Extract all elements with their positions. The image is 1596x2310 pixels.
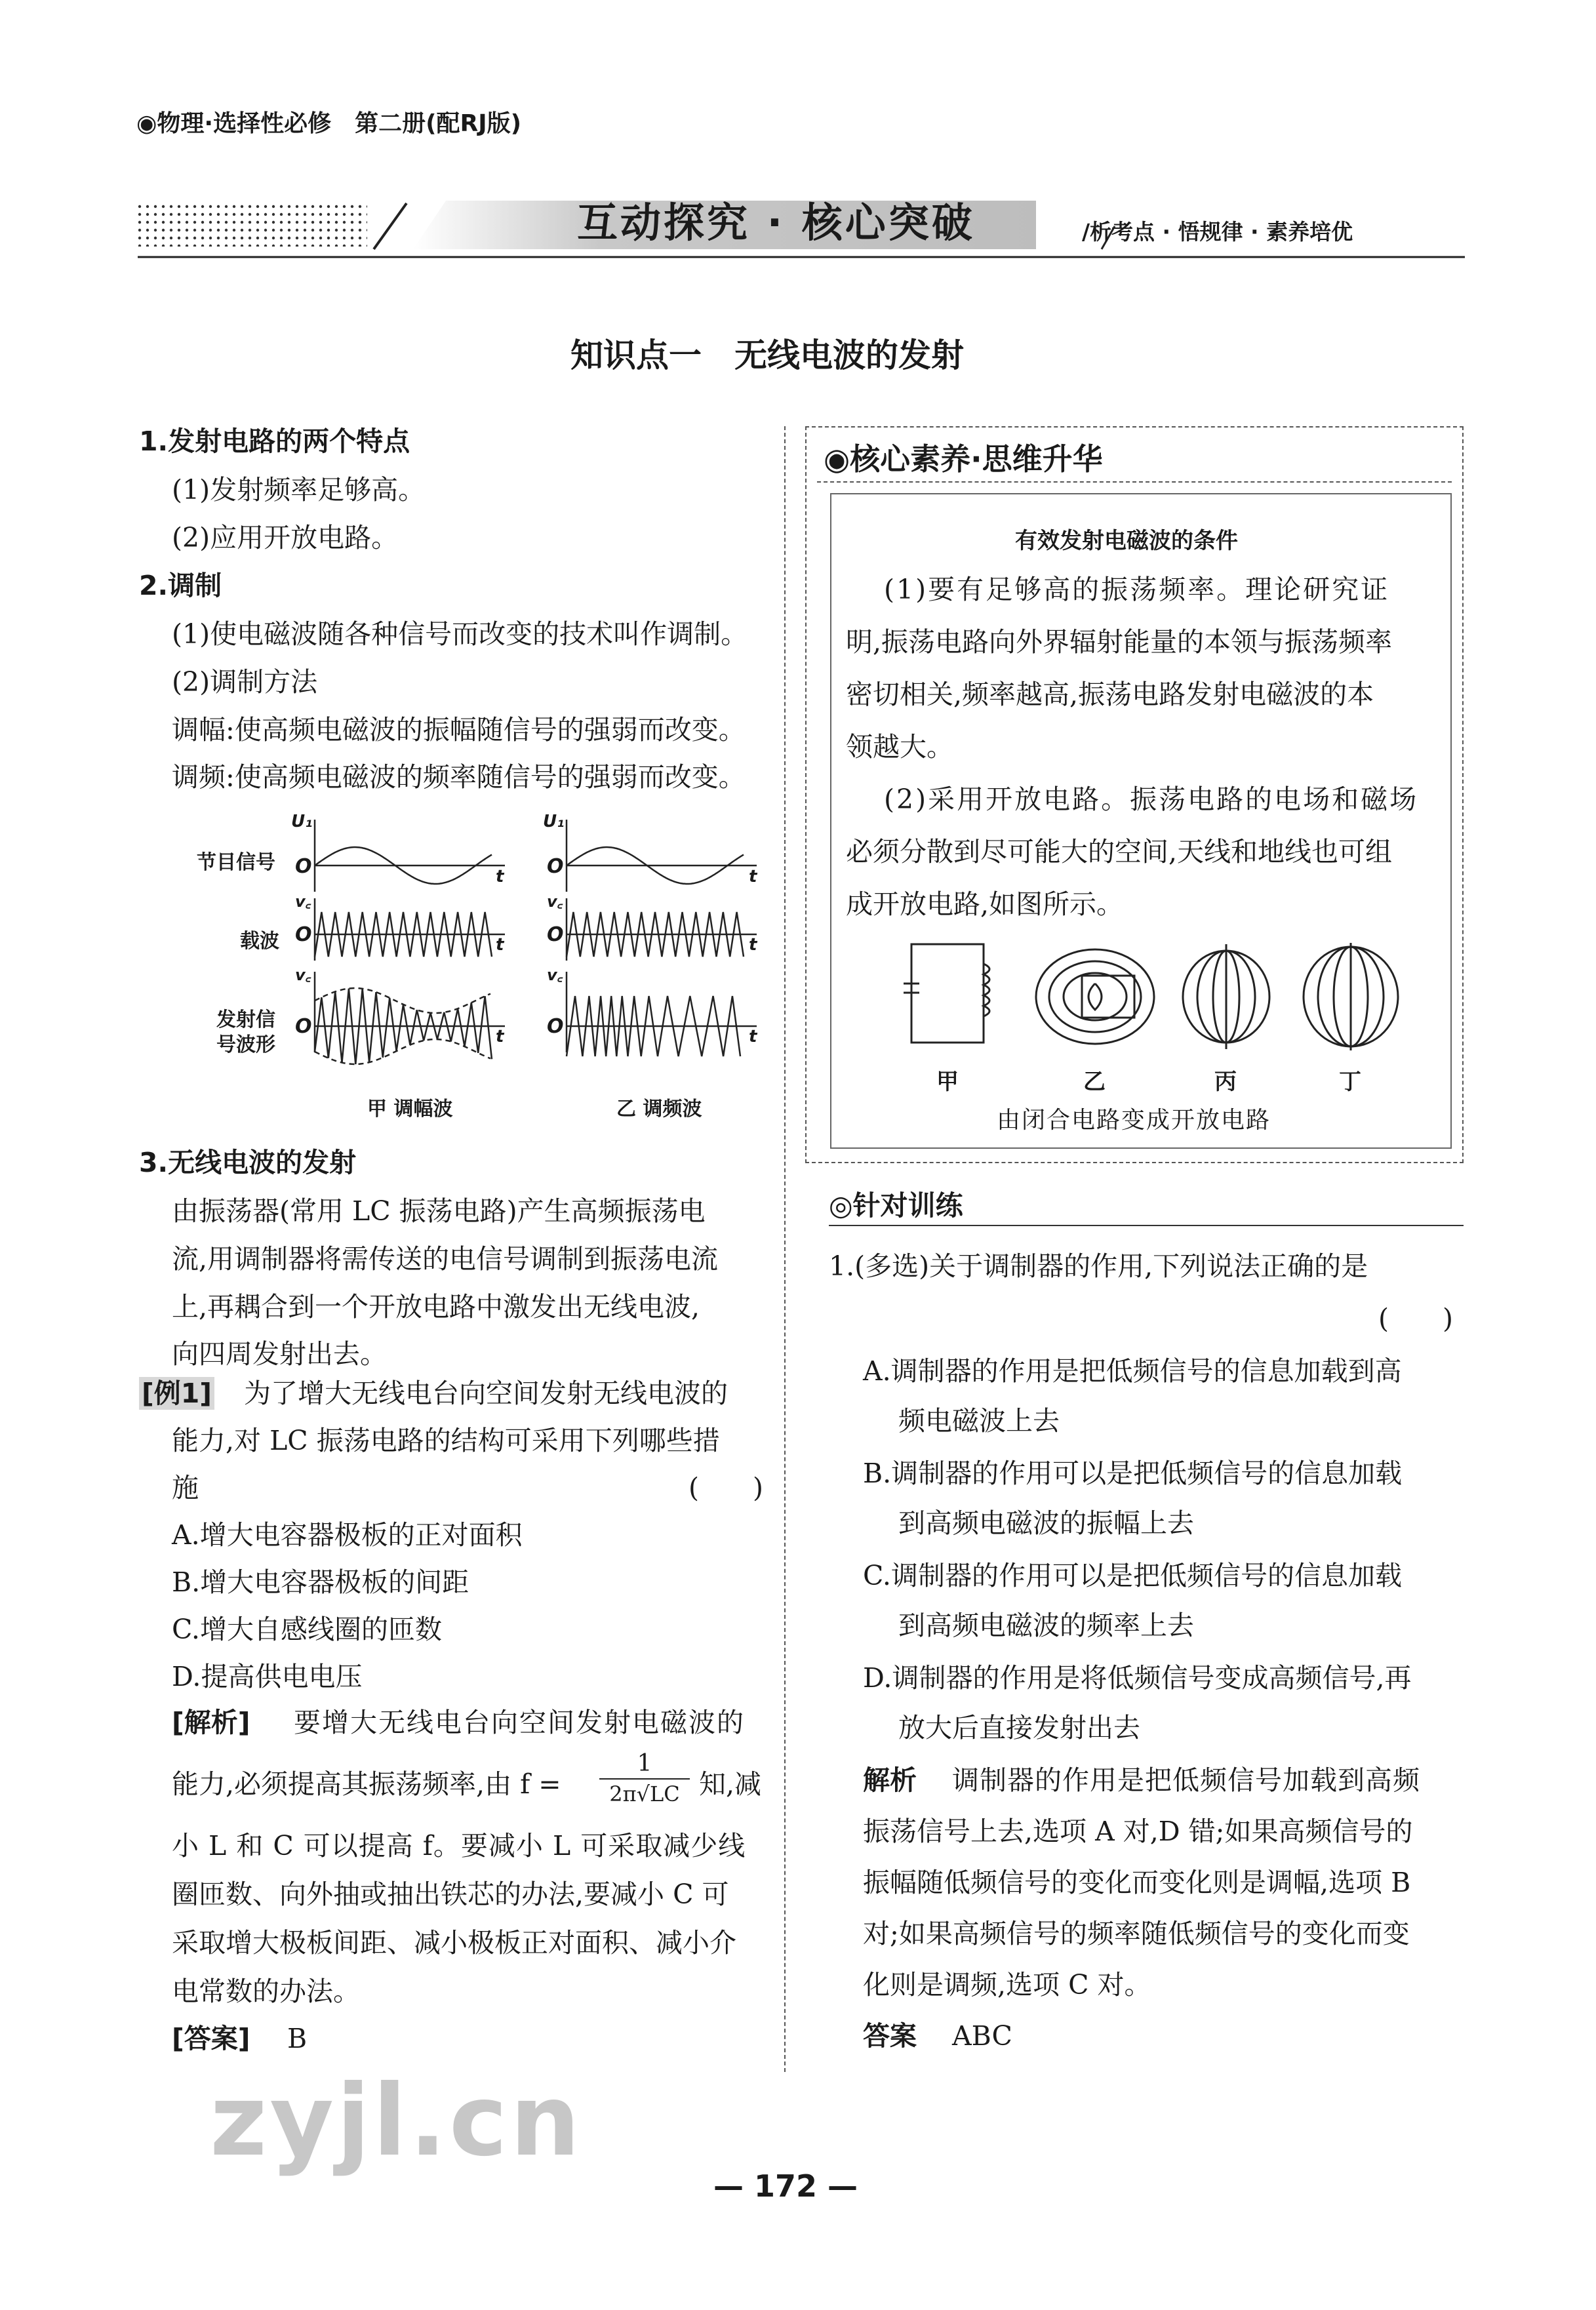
training-title: ◎针对训练: [829, 1189, 963, 1222]
option-b: B.增大电容器极板的间距: [172, 1566, 469, 1598]
axis-vc: v꜀: [295, 892, 311, 911]
left-line: 流,用调制器将需传送的电信号调制到振荡电流: [172, 1243, 719, 1275]
option-a: A.增大电容器极板的正对面积: [172, 1519, 523, 1551]
box-line: 密切相关,频率越高,振荡电路发射电磁波的本: [846, 679, 1374, 710]
analysis-line: 小 L 和 C 可以提高 f。要减小 L 可采取减少线: [172, 1830, 746, 1862]
jx-line: 调制器的作用是把低频信号加载到高频: [952, 1764, 1420, 1796]
question-blank: ( ): [1378, 1303, 1453, 1334]
watermark: zyjl.cn: [210, 2064, 583, 2178]
example-line: 为了增大无线电台向空间发射无线电波的: [244, 1378, 728, 1409]
core-literacy-header: [817, 435, 1452, 483]
axis-o: O: [295, 1015, 312, 1038]
banner-tags: /析考点 · 悟规律 · 素养培优: [1082, 219, 1353, 245]
label-carrier: 载波: [240, 930, 279, 953]
core-literacy-title: ◉核心素养·思维升华: [824, 441, 1103, 477]
fig-caption: 由闭合电路变成开放电路: [997, 1107, 1271, 1134]
box-line: 成开放电路,如图所示。: [846, 888, 1124, 920]
q-option-a: A.调制器的作用是把低频信号的信息加载到高: [863, 1355, 1402, 1387]
banner-title: 互动探究 · 核心突破: [577, 199, 975, 247]
analysis-line: 圈匝数、向外抽或抽出铁芯的办法,要减小 C 可: [172, 1879, 729, 1910]
q-option-d: 放大后直接发射出去: [898, 1712, 1140, 1743]
box-line: 必须分散到尽可能大的空间,天线和地线也可组: [846, 836, 1393, 867]
box-subtitle: 有效发射电磁波的条件: [1015, 528, 1238, 554]
answer-blank: ( ): [688, 1472, 763, 1503]
left-line: 调幅:使高频电磁波的振幅随信号的强弱而改变。: [172, 714, 746, 746]
left-line: 上,再耦合到一个开放电路中激发出无线电波,: [172, 1291, 700, 1323]
label-program-signal: 节目信号: [197, 851, 275, 874]
example-line: 能力,对 LC 振荡电路的结构可采用下列哪些措: [172, 1425, 720, 1456]
answer-tag: [答案]: [172, 2023, 250, 2054]
left-line: (1)使电磁波随各种信号而改变的技术叫作调制。: [172, 618, 748, 650]
left-line: (2)调制方法: [172, 666, 318, 698]
formula-numerator: 1: [637, 1750, 652, 1777]
axis-t: t: [496, 867, 504, 886]
axis-u1: U₁: [291, 812, 313, 831]
axis-o: O: [295, 923, 312, 946]
caption-am: 甲 调幅波: [367, 1098, 453, 1121]
formula-denominator: 2π√LC: [609, 1782, 680, 1806]
analysis-line: 采取增大极板间距、减小极板正对面积、减小介: [172, 1927, 736, 1959]
option-d: D.提高供电电压: [172, 1661, 363, 1692]
example-tag: [例1]: [139, 1377, 214, 1410]
axis-row1: [315, 820, 505, 892]
axis-o: O: [547, 1015, 564, 1038]
jx-line: 化则是调频,选项 C 对。: [863, 1969, 1151, 2001]
axis-t: t: [749, 935, 757, 955]
q-option-b: 到高频电磁波的振幅上去: [898, 1507, 1194, 1539]
axis-o: O: [547, 855, 564, 878]
jx-tag: 解析: [863, 1764, 917, 1796]
axis-vc: v꜀: [295, 966, 311, 984]
left-heading-1: 1.发射电路的两个特点: [139, 426, 410, 457]
label-transmit-1: 发射信: [216, 1008, 275, 1031]
left-heading-2: 2.调制: [139, 570, 222, 601]
banner: [138, 197, 1465, 261]
fig-label-ding: 丁: [1339, 1069, 1361, 1095]
caption-fm: 乙 调频波: [616, 1098, 702, 1121]
analysis-line: 电常数的办法。: [172, 1976, 360, 2007]
da-tag: 答案: [863, 2020, 917, 2052]
fig-label-jia: 甲: [936, 1069, 959, 1095]
axis-o: O: [295, 855, 312, 878]
analysis-line: 知,减: [699, 1768, 762, 1800]
analysis-line: 要增大无线电台向空间发射电磁波的: [294, 1707, 745, 1738]
jx-line: 对;如果高频信号的频率随低频信号的变化而变: [863, 1918, 1410, 1949]
label-transmit-2: 号波形: [216, 1033, 275, 1056]
modulation-figure: [197, 800, 774, 1128]
axis-row1: [567, 820, 757, 892]
axis-u1: U₁: [543, 812, 565, 831]
question-1: 1.(多选)关于调制器的作用,下列说法正确的是: [829, 1250, 1368, 1282]
box-line: (2)采用开放电路。振荡电路的电场和磁场: [884, 784, 1419, 815]
left-line: (2)应用开放电路。: [172, 522, 399, 553]
axis-t: t: [496, 1027, 504, 1046]
q-option-b: B.调制器的作用可以是把低频信号的信息加载: [863, 1458, 1403, 1489]
example-line: 施: [172, 1472, 199, 1503]
training-underline: [829, 1225, 1464, 1226]
jx-line: 振幅随低频信号的变化而变化则是调幅,选项 B: [863, 1867, 1411, 1898]
analysis-tag: [解析]: [172, 1707, 250, 1738]
book-title: ◉物理·选择性必修 第二册(配RJ版): [136, 110, 522, 137]
axis-t: t: [749, 1027, 757, 1046]
q-option-d: D.调制器的作用是将低频信号变成高频信号,再: [863, 1662, 1412, 1694]
column-divider: [784, 426, 786, 2072]
q-option-c: C.调制器的作用可以是把低频信号的信息加载: [863, 1560, 1402, 1591]
fig-label-yi: 乙: [1083, 1069, 1106, 1095]
modulation-waves: [197, 800, 774, 1088]
axis-o: O: [547, 923, 564, 946]
section-title: 知识点一 无线电波的发射: [570, 336, 964, 374]
q-option-a: 频电磁波上去: [898, 1405, 1060, 1437]
box-line: (1)要有足够高的振荡频率。理论研究证: [884, 574, 1390, 605]
axis-vc: v꜀: [547, 892, 563, 911]
axis-t: t: [749, 867, 757, 886]
axis-t: t: [496, 935, 504, 955]
axis-row3: [567, 972, 757, 1052]
left-heading-3: 3.无线电波的发射: [139, 1147, 357, 1178]
da-value: ABC: [952, 2020, 1012, 2052]
box-line: 明,振荡电路向外界辐射能量的本领与振荡频率: [846, 626, 1393, 658]
open-circuit-drawings: [898, 938, 1410, 1069]
jx-line: 振荡信号上去,选项 A 对,D 错;如果高频信号的: [863, 1816, 1413, 1847]
open-circuit-figure: [898, 938, 1410, 1147]
analysis-line: 能力,必须提高其振荡频率,由 f =: [172, 1768, 561, 1800]
option-c: C.增大自感线圈的匝数: [172, 1614, 442, 1645]
frequency-formula: [595, 1749, 694, 1808]
left-line: (1)发射频率足够高。: [172, 474, 426, 506]
left-line: 向四周发射出去。: [172, 1338, 387, 1370]
page-number: — 172 —: [713, 2168, 858, 2204]
left-line: 由振荡器(常用 LC 振荡电路)产生高频振荡电: [172, 1195, 706, 1227]
box-line: 领越大。: [846, 731, 953, 763]
answer-value: B: [287, 2023, 308, 2054]
fig-label-bing: 丙: [1214, 1069, 1237, 1095]
q-option-c: 到高频电磁波的频率上去: [898, 1610, 1194, 1641]
left-line: 调频:使高频电磁波的频率随信号的强弱而改变。: [172, 761, 746, 793]
axis-vc: v꜀: [547, 966, 563, 984]
